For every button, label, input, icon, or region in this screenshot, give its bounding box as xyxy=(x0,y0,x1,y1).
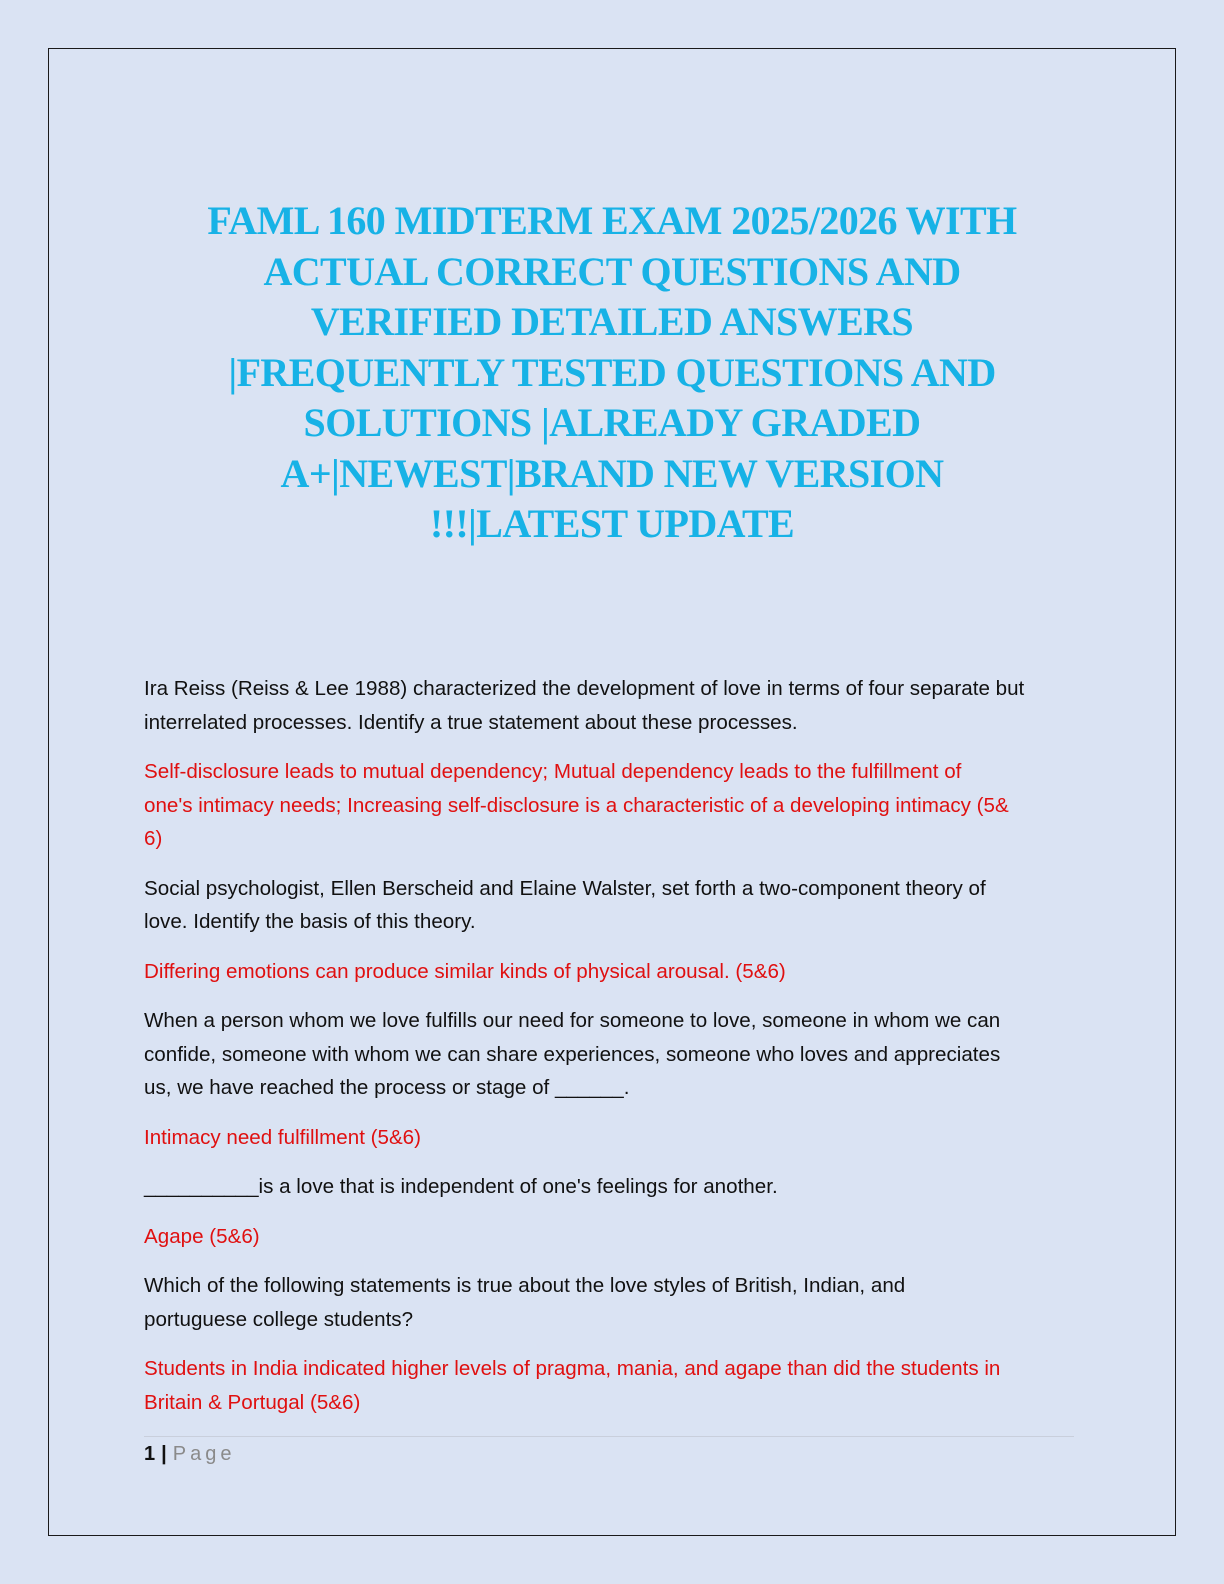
answer-2 xyxy=(144,955,1084,989)
title-line: ACTUAL CORRECT QUESTIONS AND xyxy=(263,248,961,294)
title-line: VERIFIED DETAILED ANSWERS xyxy=(310,299,914,344)
question-1 xyxy=(144,672,1084,739)
answer-line: Britain & Portugal (5&6) xyxy=(144,1390,361,1414)
answer-4 xyxy=(144,1220,1084,1254)
question-line: Which of the following statements is true about the love styles of British, Indian, and xyxy=(144,1274,906,1297)
question-line: portuguese college students? xyxy=(144,1307,414,1331)
answer-line: Self-disclosure leads to mutual dependency; Mutual dependency leads to the fulfillment of xyxy=(144,760,962,783)
question-line: When a person whom we love fulfills our need for someone to love, someone in whom we can xyxy=(144,1009,1001,1032)
page-label: Page xyxy=(172,1443,236,1465)
answer-5 xyxy=(144,1352,1084,1419)
question-line: interrelated processes. Identify a true statement about these processes. xyxy=(144,710,798,734)
footer-separator: | xyxy=(161,1443,167,1465)
question-4 xyxy=(144,1170,1084,1204)
qa-body xyxy=(144,672,1084,1435)
answer-1 xyxy=(144,755,1084,856)
answer-line: one's intimacy needs; Increasing self-disclosure is a characteristic of a developing intimacy (5& xyxy=(144,793,1009,817)
question-line: Ira Reiss (Reiss & Lee 1988) characterized the development of love in terms of four separate but xyxy=(144,677,1025,700)
page-footer xyxy=(144,1440,235,1468)
question-line: love. Identify the basis of this theory. xyxy=(144,910,476,933)
question-2 xyxy=(144,872,1084,939)
question-line: __________is a love that is independent of one's feelings for another. xyxy=(144,1175,778,1198)
answer-line: Differing emotions can produce similar kinds of physical arousal. (5&6) xyxy=(144,959,786,983)
title-line: A+|NEWEST|BRAND NEW VERSION xyxy=(280,450,944,496)
question-5 xyxy=(144,1269,1084,1336)
page-number: 1 xyxy=(144,1443,156,1465)
footer-divider xyxy=(144,1436,1074,1437)
answer-line: Students in India indicated higher levels of pragma, mania, and agape than did the students in xyxy=(144,1357,1001,1380)
question-line: confide, someone with whom we can share experiences, someone who loves and appreciates xyxy=(144,1042,1001,1066)
title-line: FAML 160 MIDTERM EXAM 2025/2026 WITH xyxy=(207,198,1017,243)
title-line: SOLUTIONS |ALREADY GRADED xyxy=(303,400,921,445)
question-3 xyxy=(144,1004,1084,1105)
title-line: |FREQUENTLY TESTED QUESTIONS AND xyxy=(228,349,996,395)
question-line: Social psychologist, Ellen Berscheid and Elaine Walster, set forth a two-component theory of xyxy=(144,876,986,900)
answer-3 xyxy=(144,1121,1084,1155)
title-line: !!!|LATEST UPDATE xyxy=(429,501,795,546)
question-line: us, we have reached the process or stage of ______. xyxy=(144,1076,630,1099)
answer-line: Intimacy need fulfillment (5&6) xyxy=(144,1125,421,1149)
answer-line: Agape (5&6) xyxy=(144,1224,260,1248)
document-title xyxy=(150,196,1074,550)
answer-line: 6) xyxy=(144,827,163,850)
